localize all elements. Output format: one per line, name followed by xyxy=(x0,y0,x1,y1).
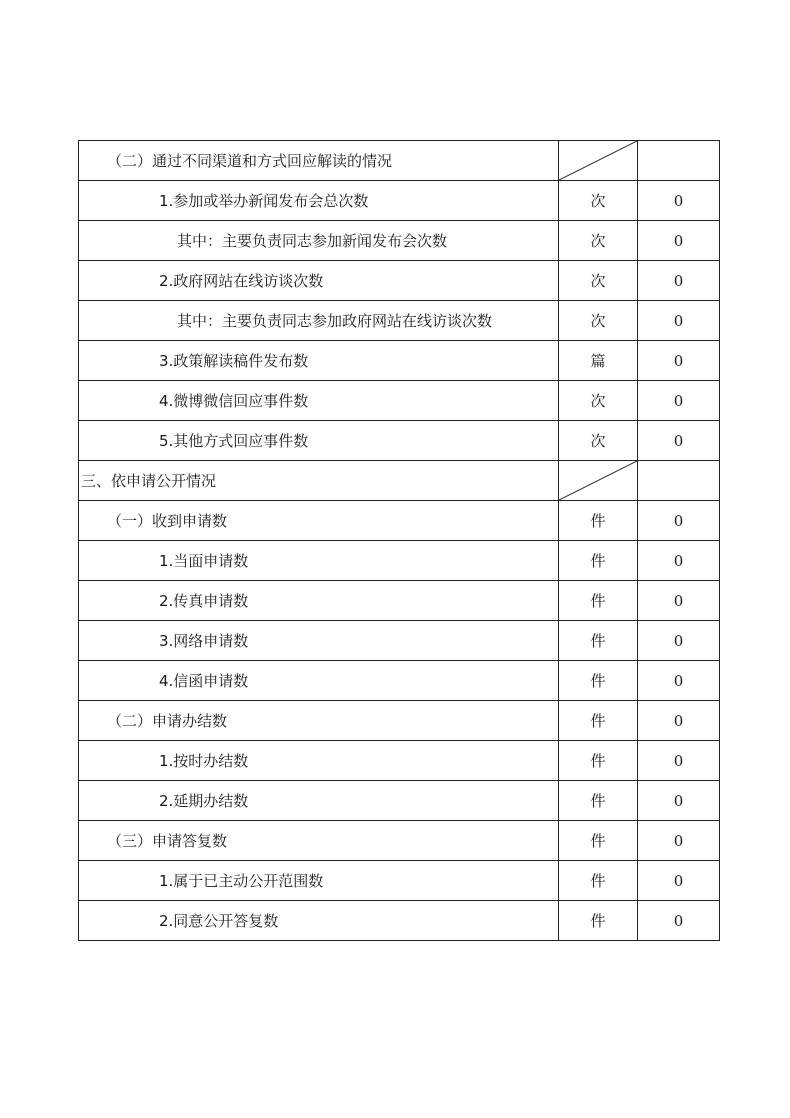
item-label-cell: 3.政策解读稿件发布数 xyxy=(79,341,559,381)
unit-cell: 件 xyxy=(559,661,638,701)
statistics-table-body xyxy=(79,141,720,941)
unit-cell: 次 xyxy=(559,421,638,461)
item-label-cell: （二）申请办结数 xyxy=(79,701,559,741)
item-label-cell: 1.属于已主动公开范围数 xyxy=(79,861,559,901)
value-cell: 0 xyxy=(638,741,720,781)
item-label-cell: 三、依申请公开情况 xyxy=(79,461,559,501)
value-cell xyxy=(638,461,720,501)
unit-cell: 件 xyxy=(559,501,638,541)
table-row xyxy=(79,461,720,501)
table-row xyxy=(79,261,720,301)
unit-cell: 件 xyxy=(559,581,638,621)
value-cell: 0 xyxy=(638,341,720,381)
item-label-cell: 2.延期办结数 xyxy=(79,781,559,821)
statistics-table xyxy=(78,140,720,941)
value-cell: 0 xyxy=(638,781,720,821)
item-label-cell: （二）通过不同渠道和方式回应解读的情况 xyxy=(79,141,559,181)
item-label-cell: 2.同意公开答复数 xyxy=(79,901,559,941)
item-label-cell: 5.其他方式回应事件数 xyxy=(79,421,559,461)
table-row xyxy=(79,661,720,701)
unit-cell: 件 xyxy=(559,861,638,901)
item-label-cell: 其中：主要负责同志参加新闻发布会次数 xyxy=(79,221,559,261)
table-row xyxy=(79,741,720,781)
diagonal-slash-icon xyxy=(559,141,637,180)
unit-cell: 次 xyxy=(559,301,638,341)
value-cell: 0 xyxy=(638,541,720,581)
item-label-cell: 1.当面申请数 xyxy=(79,541,559,581)
value-cell: 0 xyxy=(638,621,720,661)
table-row xyxy=(79,621,720,661)
diagonal-slash-cell xyxy=(559,141,638,181)
value-cell: 0 xyxy=(638,661,720,701)
value-cell: 0 xyxy=(638,261,720,301)
diagonal-slash-icon xyxy=(559,461,637,500)
table-row xyxy=(79,501,720,541)
value-cell: 0 xyxy=(638,181,720,221)
table-row xyxy=(79,861,720,901)
unit-cell: 件 xyxy=(559,781,638,821)
table-row xyxy=(79,141,720,181)
item-label-cell: （三）申请答复数 xyxy=(79,821,559,861)
unit-cell: 次 xyxy=(559,261,638,301)
item-label-cell: 其中：主要负责同志参加政府网站在线访谈次数 xyxy=(79,301,559,341)
item-label-cell: 1.参加或举办新闻发布会总次数 xyxy=(79,181,559,221)
item-label-cell: 2.传真申请数 xyxy=(79,581,559,621)
table-row xyxy=(79,541,720,581)
unit-cell: 件 xyxy=(559,741,638,781)
unit-cell: 次 xyxy=(559,381,638,421)
table-row xyxy=(79,421,720,461)
value-cell: 0 xyxy=(638,581,720,621)
table-row xyxy=(79,221,720,261)
item-label-cell: 4.微博微信回应事件数 xyxy=(79,381,559,421)
diagonal-slash-cell xyxy=(559,461,638,501)
value-cell: 0 xyxy=(638,901,720,941)
table-row xyxy=(79,901,720,941)
table-row xyxy=(79,701,720,741)
table-row xyxy=(79,301,720,341)
unit-cell: 件 xyxy=(559,701,638,741)
value-cell: 0 xyxy=(638,701,720,741)
value-cell xyxy=(638,141,720,181)
item-label-cell: 4.信函申请数 xyxy=(79,661,559,701)
table-row xyxy=(79,821,720,861)
unit-cell: 件 xyxy=(559,541,638,581)
item-label-cell: 2.政府网站在线访谈次数 xyxy=(79,261,559,301)
unit-cell: 件 xyxy=(559,821,638,861)
item-label-cell: 3.网络申请数 xyxy=(79,621,559,661)
value-cell: 0 xyxy=(638,821,720,861)
item-label-cell: （一）收到申请数 xyxy=(79,501,559,541)
unit-cell: 件 xyxy=(559,621,638,661)
unit-cell: 件 xyxy=(559,901,638,941)
value-cell: 0 xyxy=(638,221,720,261)
table-row xyxy=(79,181,720,221)
table-row xyxy=(79,381,720,421)
value-cell: 0 xyxy=(638,301,720,341)
value-cell: 0 xyxy=(638,861,720,901)
table-row xyxy=(79,341,720,381)
unit-cell: 次 xyxy=(559,221,638,261)
value-cell: 0 xyxy=(638,501,720,541)
table-row xyxy=(79,781,720,821)
table-row xyxy=(79,581,720,621)
item-label-cell: 1.按时办结数 xyxy=(79,741,559,781)
unit-cell: 次 xyxy=(559,181,638,221)
value-cell: 0 xyxy=(638,421,720,461)
unit-cell: 篇 xyxy=(559,341,638,381)
value-cell: 0 xyxy=(638,381,720,421)
